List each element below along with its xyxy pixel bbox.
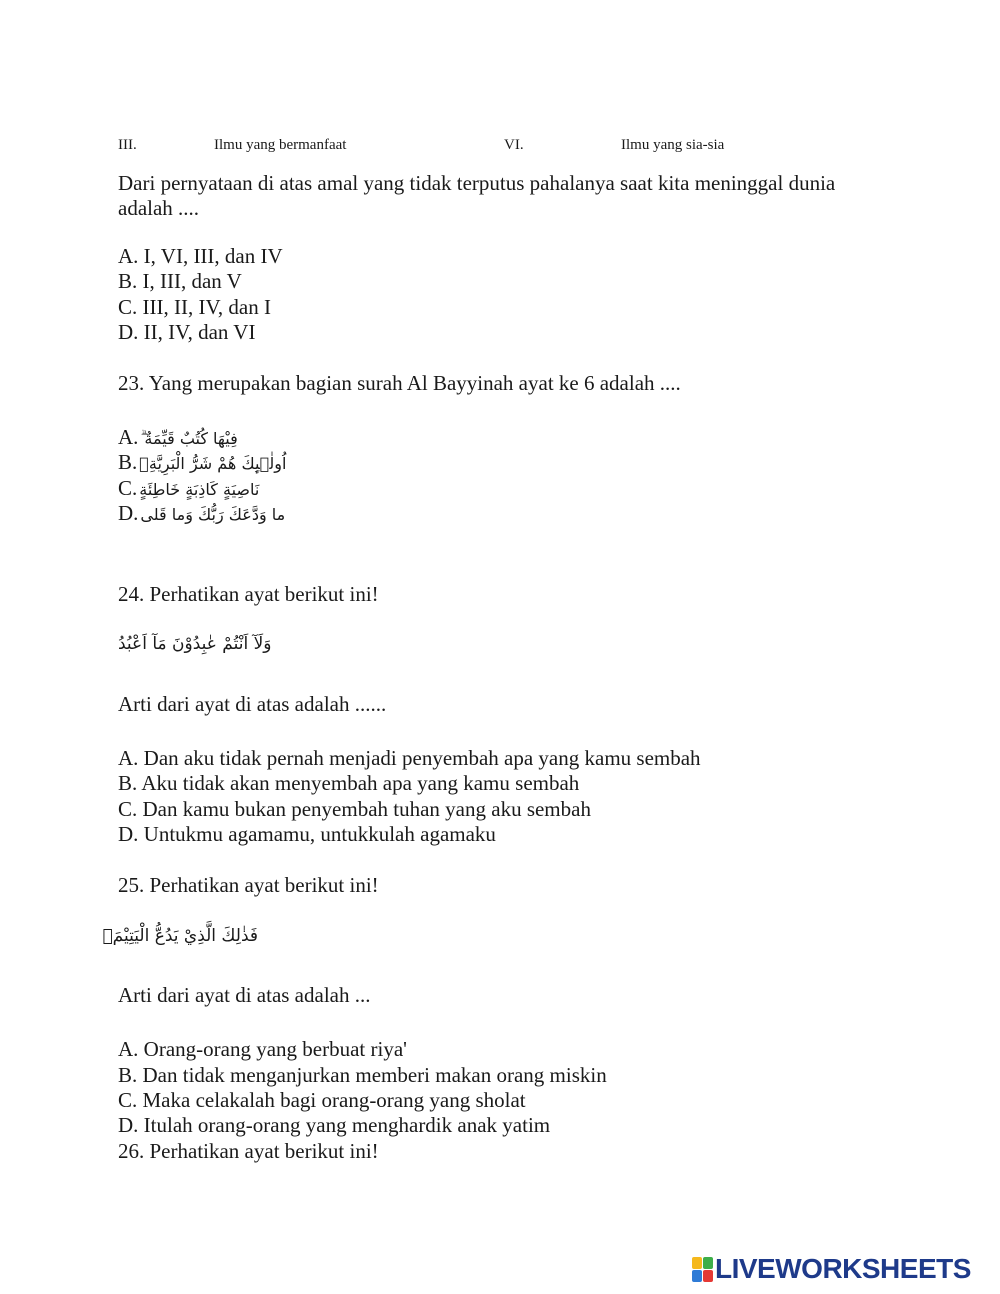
q22-question-line2: adalah .... <box>118 196 200 220</box>
q24-option-b: B. Aku tidak akan menyembah apa yang kamu sembah <box>118 771 580 795</box>
statement-iii-number: III. <box>118 137 137 153</box>
q24-option-a: A. Dan aku tidak pernah menjadi penyembah apa yang kamu sembah <box>118 746 701 770</box>
q25-option-a: A. Orang-orang yang berbuat riya' <box>118 1037 407 1061</box>
q23-option-d <box>118 501 285 528</box>
q24-prompt: Arti dari ayat di atas adalah ...... <box>118 692 387 716</box>
q22-option-b: B. I, III, dan V <box>118 269 242 293</box>
q23-option-a <box>118 425 238 452</box>
q25-option-c: C. Maka celakalah bagi orang-orang yang sholat <box>118 1088 526 1112</box>
q22-question-line1: Dari pernyataan di atas amal yang tidak terputus pahalanya saat kita meninggal dunia <box>118 171 836 195</box>
statement-iii-text: Ilmu yang bermanfaat <box>214 137 347 153</box>
q23-option-c <box>118 476 259 503</box>
q25-prompt: Arti dari ayat di atas adalah ... <box>118 983 371 1007</box>
q25-option-d: D. Itulah orang-orang yang menghardik anak yatim <box>118 1113 551 1137</box>
q22-option-a: A. I, VI, III, dan IV <box>118 244 283 268</box>
statement-vi-number: VI. <box>504 137 524 153</box>
q23-question: 23. Yang merupakan bagian surah Al Bayyinah ayat ke 6 adalah .... <box>118 371 681 395</box>
q22-option-c: C. III, II, IV, dan I <box>118 295 271 319</box>
q23-option-b <box>118 450 286 477</box>
q23-option-d-arabic: ما وَدَّعَكَ رَبُّكَ وَما قَلى <box>140 505 286 524</box>
q23-option-a-letter: A. <box>118 425 139 449</box>
liveworksheets-logo-icon <box>692 1257 712 1281</box>
q23-option-b-letter: B. <box>118 450 138 474</box>
q23-option-c-letter: C. <box>118 476 138 500</box>
q24-option-d: D. Untukmu agamamu, untukkulah agamaku <box>118 822 496 846</box>
liveworksheets-logo-text: LIVEWORKSHEETS <box>715 1253 971 1284</box>
statement-vi-text: Ilmu yang sia-sia <box>621 137 725 153</box>
q25-option-b: B. Dan tidak menganjurkan memberi makan orang miskin <box>118 1063 607 1087</box>
q26-question: 26. Perhatikan ayat berikut ini! <box>118 1139 379 1163</box>
q25-arabic-verse: فَذٰلِكَ الَّذِيْ يَدُعُّ الْيَتِيْمَۙ <box>102 926 258 946</box>
q23-option-a-arabic: فِيْهَا كُتُبٌ قَيِّمَةٌ ۗ <box>140 429 238 448</box>
q22-option-d: D. II, IV, dan VI <box>118 320 256 344</box>
liveworksheets-logo[interactable] <box>692 1254 971 1284</box>
q24-arabic-verse: وَلَآ اَنْتُمْ عٰبِدُوْنَ مَآ اَعْبُدُ <box>118 634 272 654</box>
q25-question: 25. Perhatikan ayat berikut ini! <box>118 873 379 897</box>
q24-option-c: C. Dan kamu bukan penyembah tuhan yang aku sembah <box>118 797 591 821</box>
q23-option-c-arabic: نَاصِيَةٍ كَاذِبَةٍ خَاطِئَةٍ <box>139 480 260 499</box>
q23-option-d-letter: D. <box>118 501 139 525</box>
q23-option-b-arabic: اُولٰۤىِٕكَ هُمْ شَرُّ الْبَرِيَّةِۗ <box>139 454 287 473</box>
q24-question: 24. Perhatikan ayat berikut ini! <box>118 582 379 606</box>
